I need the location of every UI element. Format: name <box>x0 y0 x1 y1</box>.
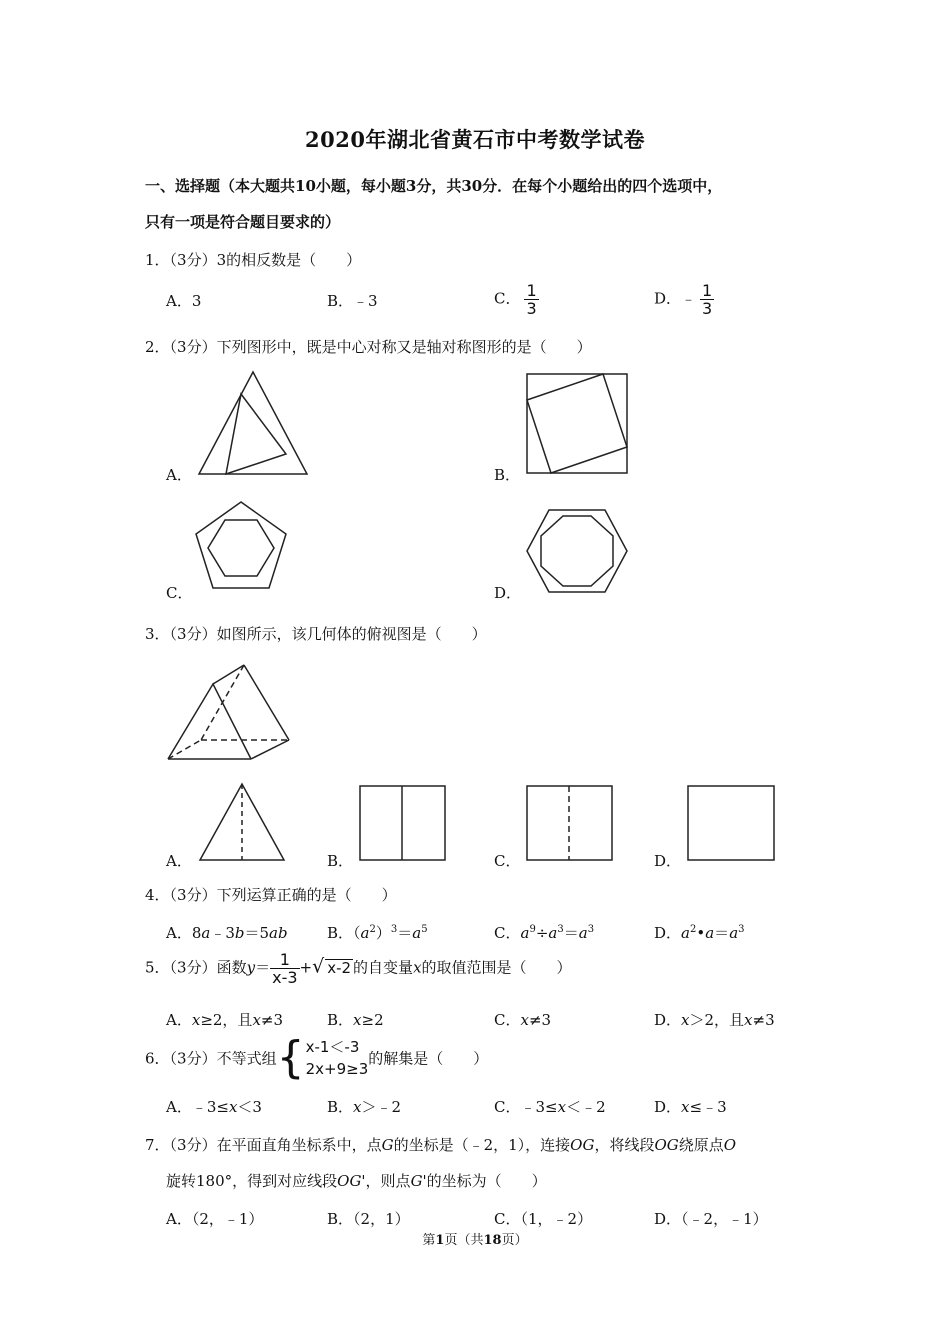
q2-label-c: C． <box>166 584 193 602</box>
option-text: ＝ <box>563 924 579 942</box>
exponent: 5 <box>421 924 428 935</box>
q1-option-d <box>654 282 714 317</box>
q2-figure-d-hexagon-octagon <box>525 508 629 594</box>
q5-option-b <box>327 1009 384 1030</box>
variable: a <box>681 924 690 942</box>
page-footer <box>0 1229 950 1248</box>
option-text: ＝ <box>714 924 730 942</box>
stem-text: 的坐标为（ ） <box>426 1172 547 1190</box>
q1-option-d-label: D．﹣ <box>654 289 697 308</box>
q1-option-a: A．3 <box>166 292 202 310</box>
hidden-edge-back-left <box>201 665 244 740</box>
variable: OG' <box>337 1172 366 1190</box>
variable: b <box>234 924 245 942</box>
variable: OG <box>654 1136 679 1154</box>
option-text: ＝ <box>397 924 413 942</box>
q4-option-b <box>327 922 428 943</box>
q7-option-d: D．（﹣2，﹣1） <box>654 1210 768 1228</box>
variable: x <box>353 1098 362 1116</box>
q7-option-a: A．（2，﹣1） <box>166 1210 264 1228</box>
stem-text: 5．（3分）函数 <box>145 958 247 977</box>
q1-option-d-fraction <box>700 282 714 317</box>
hexagon <box>527 510 627 592</box>
variable: x <box>191 1011 201 1029</box>
exponent: 2 <box>689 924 697 935</box>
option-text: ＝5 <box>244 924 270 942</box>
q2-label-a: A． <box>166 466 192 484</box>
option-text: B． <box>327 1098 354 1116</box>
question-7-stem-line1 <box>145 1134 736 1155</box>
outer-triangle <box>199 372 307 474</box>
q6-option-b <box>327 1096 401 1117</box>
q3-option-d-rectangle <box>687 785 776 862</box>
brace-icon: { <box>276 1032 305 1083</box>
section-heading-line1: 一、选择题（本大题共10小题，每小题3分，共30分．在每个小题给出的四个选项中， <box>145 177 723 195</box>
variable: x <box>681 1011 690 1029</box>
q3-solid-prism <box>164 662 292 762</box>
stem-text: ＝ <box>255 958 271 977</box>
exponent: 3 <box>587 924 595 935</box>
option-text: ÷ <box>535 924 549 942</box>
option-text: D． <box>654 924 682 942</box>
variable: a <box>520 924 530 942</box>
function-fraction <box>270 951 299 986</box>
inequality-1: x-1＜-3 <box>305 1038 360 1056</box>
stem-text: ，将线段 <box>594 1136 655 1154</box>
exponent: 2 <box>369 924 376 935</box>
footer-text: 页（共 <box>444 1233 484 1248</box>
q2-figure-b-squares <box>526 373 629 475</box>
option-text: A． <box>166 1011 192 1029</box>
footer-text: 第 <box>422 1233 436 1248</box>
q4-option-c <box>494 922 594 943</box>
q3-option-b-rectangle-solid-line <box>359 785 447 862</box>
option-text: B．（ <box>327 924 361 942</box>
variable: a <box>705 924 715 942</box>
stem-text: 的坐标是（﹣2，1），连接 <box>393 1136 571 1154</box>
variable: O <box>723 1136 737 1154</box>
q6-option-a <box>166 1096 262 1117</box>
variable: G <box>381 1136 394 1154</box>
option-text: • <box>696 924 706 942</box>
variable: x <box>228 1098 238 1116</box>
stem-text: 旋转180°，得到对应线段 <box>166 1172 338 1190</box>
q7-option-c: C．（1，﹣2） <box>494 1210 593 1228</box>
q2-label-d: D． <box>494 584 522 602</box>
question-5-stem <box>145 951 572 986</box>
q7-option-b: B．（2，1） <box>327 1210 410 1228</box>
variable: a <box>548 924 558 942</box>
variable: x <box>744 1011 753 1029</box>
octagon <box>541 516 613 586</box>
stem-text: ，则点 <box>365 1172 411 1190</box>
q3-label-c: C． <box>494 852 521 870</box>
q1-option-c-label: C． <box>494 289 521 308</box>
variable: a <box>578 924 588 942</box>
variable: y <box>246 958 256 977</box>
q3-option-a-triangle <box>198 782 288 862</box>
inequality-2: 2x+9≥3 <box>305 1060 369 1078</box>
variable: ab <box>269 924 288 942</box>
option-text: ≤﹣3 <box>689 1098 727 1116</box>
q5-option-c <box>494 1009 551 1030</box>
q3-label-d: D． <box>654 852 682 870</box>
q2-label-b: B． <box>494 466 521 484</box>
outer-square <box>527 374 627 473</box>
variable: a <box>412 924 422 942</box>
variable: x <box>681 1098 690 1116</box>
radicand: x-2 <box>327 958 352 977</box>
inequality-system <box>306 1036 369 1080</box>
q5-option-d <box>654 1009 775 1030</box>
q2-figure-a-triangles <box>198 370 310 476</box>
option-text: ） <box>375 924 391 942</box>
sqrt-icon: √ <box>312 955 325 978</box>
q6-option-c <box>494 1096 606 1117</box>
option-text: ＜﹣2 <box>566 1098 606 1116</box>
question-2-stem: 2．（3分）下列图形中，既是中心对称又是轴对称图形的是（ ） <box>145 338 592 356</box>
option-text: ＞2，且 <box>689 1011 745 1029</box>
page-number: 1 <box>435 1233 445 1248</box>
variable: x <box>557 1098 567 1116</box>
exponent: 3 <box>738 924 745 935</box>
q2-figure-c-pentagon-hexagon <box>194 500 288 590</box>
q3-label-b: B． <box>327 852 354 870</box>
option-text: ≠3 <box>260 1011 284 1029</box>
variable: x <box>252 1011 261 1029</box>
q1-option-c-fraction <box>524 282 538 317</box>
fraction-numerator: 1 <box>526 281 537 300</box>
variable: G' <box>410 1172 427 1190</box>
bottom-right-edge <box>251 740 289 759</box>
rectangle <box>688 786 774 860</box>
option-text: ﹣3 <box>210 924 235 942</box>
q5-option-a <box>166 1009 283 1030</box>
q3-label-a: A． <box>166 852 192 870</box>
variable: OG <box>570 1136 595 1154</box>
option-text: ≥2 <box>361 1011 384 1029</box>
exponent: 3 <box>390 924 398 935</box>
variable: x <box>353 1011 362 1029</box>
fraction-denominator: x-3 <box>272 968 298 987</box>
fraction-denominator: 3 <box>702 299 713 318</box>
option-text: ≠3 <box>528 1011 552 1029</box>
option-text: C． <box>494 1011 521 1029</box>
stem-text: 的自变量 <box>353 958 414 977</box>
q6-option-d <box>654 1096 727 1117</box>
page-title: 2020年湖北省黄石市中考数学试卷 <box>305 127 645 152</box>
option-text: C．﹣3≤ <box>494 1098 558 1116</box>
option-text: ≠3 <box>752 1011 775 1029</box>
option-text: A．8 <box>166 924 202 942</box>
back-right-edge <box>244 665 289 740</box>
fraction-numerator: 1 <box>702 281 713 300</box>
q1-option-c <box>494 282 539 317</box>
variable: a <box>360 924 370 942</box>
variable: x <box>413 958 422 977</box>
plus-sign: + <box>299 958 313 977</box>
exponent: 3 <box>557 924 564 935</box>
option-text: B． <box>327 1011 354 1029</box>
q4-option-d <box>654 922 745 943</box>
hexagon <box>208 520 274 576</box>
question-6-stem <box>145 1032 489 1083</box>
option-text: ＞﹣2 <box>361 1098 402 1116</box>
question-4-stem: 4．（3分）下列运算正确的是（ ） <box>145 886 397 904</box>
stem-text: 的解集是（ ） <box>368 1049 489 1068</box>
stem-text: 的取值范围是（ ） <box>421 958 572 977</box>
footer-text: 页） <box>501 1233 528 1248</box>
inner-square <box>527 374 627 473</box>
variable: a <box>201 924 211 942</box>
stem-text: 6．（3分）不等式组 <box>145 1049 277 1068</box>
stem-text: 7．（3分）在平面直角坐标系中，点 <box>145 1136 382 1154</box>
option-text: ＜3 <box>237 1098 262 1116</box>
fraction-denominator: 3 <box>526 299 537 318</box>
option-text: C． <box>494 924 521 942</box>
stem-text: 绕原点 <box>678 1136 724 1154</box>
q3-option-c-rectangle-dashed-line <box>526 785 614 862</box>
question-1-stem: 1．（3分）3的相反数是（ ） <box>145 251 362 269</box>
question-3-stem: 3．（3分）如图所示，该几何体的俯视图是（ ） <box>145 625 487 643</box>
question-7-stem-line2 <box>166 1170 547 1191</box>
option-text: D． <box>654 1098 682 1116</box>
section-heading-line2: 只有一项是符合题目要求的） <box>145 213 341 231</box>
front-triangle <box>168 684 251 759</box>
variable: x <box>520 1011 529 1029</box>
exponent: 9 <box>529 924 536 935</box>
option-text: ≥2，且 <box>200 1011 253 1029</box>
q1-option-b: B．﹣3 <box>327 292 378 310</box>
q4-option-a <box>166 922 288 943</box>
total-pages: 18 <box>483 1233 502 1248</box>
option-text: D． <box>654 1011 682 1029</box>
variable: a <box>729 924 739 942</box>
fraction-numerator: 1 <box>270 951 299 969</box>
option-text: A．﹣3≤ <box>166 1098 229 1116</box>
